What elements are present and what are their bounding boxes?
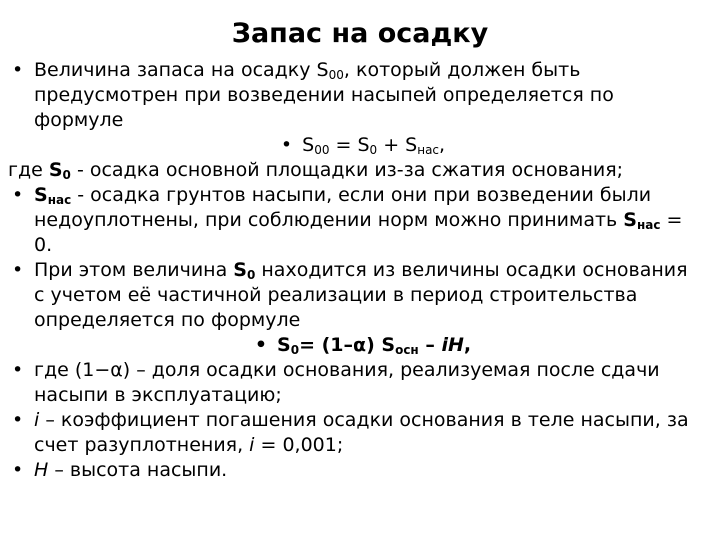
subscript: нас <box>47 193 72 207</box>
bullet-item-alpha <box>0 358 692 408</box>
text: = (1–α) S <box>299 334 396 356</box>
text: iH <box>441 334 464 356</box>
subscript: 0 <box>62 168 71 182</box>
text: S <box>623 209 637 231</box>
text: находится из величины осадки основания с учетом её частичной реализации в период строительства определяется по формуле <box>34 259 688 331</box>
text: = S <box>329 134 370 156</box>
text: где <box>8 159 49 181</box>
text: i <box>249 434 255 456</box>
subscript: осн <box>395 343 419 357</box>
subscript: 0 <box>369 143 378 157</box>
bullet-icon: • <box>12 259 24 281</box>
bullet-item-s0 <box>0 258 692 333</box>
text: - осадка основной площадки из-за сжатия основания; <box>70 159 624 181</box>
formula-2 <box>0 333 692 358</box>
text: S <box>302 134 315 156</box>
bullet-icon: • <box>12 459 24 481</box>
text: - осадка грунтов насыпи, если они при возведении были недоуплотнены, при соблюдении норм можно принимать <box>34 184 652 231</box>
slide-title: Запас на осадку <box>231 18 489 49</box>
bullet-icon: • <box>12 184 24 206</box>
subscript: 0 <box>246 268 256 282</box>
subscript: 00 <box>328 68 344 82</box>
text: – высота насыпи. <box>48 459 228 481</box>
paragraph-s0 <box>0 158 720 183</box>
bullet-item-snas <box>0 183 692 258</box>
slide-body <box>0 58 720 483</box>
text: = 0,001; <box>254 434 344 456</box>
text: S <box>277 334 291 356</box>
text: При этом величина <box>34 259 234 281</box>
bullet-icon: • <box>280 134 293 156</box>
bullet-icon: • <box>12 409 24 431</box>
text: , <box>463 334 472 356</box>
subscript: нас <box>636 218 661 232</box>
text: S <box>48 159 63 181</box>
bullet-icon: • <box>12 59 24 81</box>
subscript: 00 <box>314 143 330 157</box>
bullet-item-i <box>0 408 692 458</box>
text: – коэффициент погашения осадки основания в теле насыпи, за счет разуплотнения, <box>34 409 689 456</box>
subscript: 0 <box>290 343 300 357</box>
text: = 0. <box>34 209 683 256</box>
formula-1 <box>0 133 692 158</box>
text: , который должен быть предусмотрен при возведении насыпей определяется по формуле <box>34 59 614 131</box>
text: , <box>439 134 446 156</box>
text: S <box>34 184 48 206</box>
bullet-icon: • <box>254 334 268 356</box>
text: Величина запаса на осадку S <box>34 59 329 81</box>
text: + S <box>377 134 418 156</box>
text: H <box>34 459 49 481</box>
bullet-item-reserve <box>0 58 692 133</box>
bullet-icon: • <box>12 359 24 381</box>
bullet-item-h <box>0 458 692 483</box>
text: – <box>418 334 442 356</box>
text: S <box>233 259 247 281</box>
text: где (1−α) – доля осадки основания, реализуемая после сдачи насыпи в эксплуатацию; <box>34 359 660 406</box>
subscript: нас <box>417 143 440 157</box>
text: i <box>34 409 40 431</box>
